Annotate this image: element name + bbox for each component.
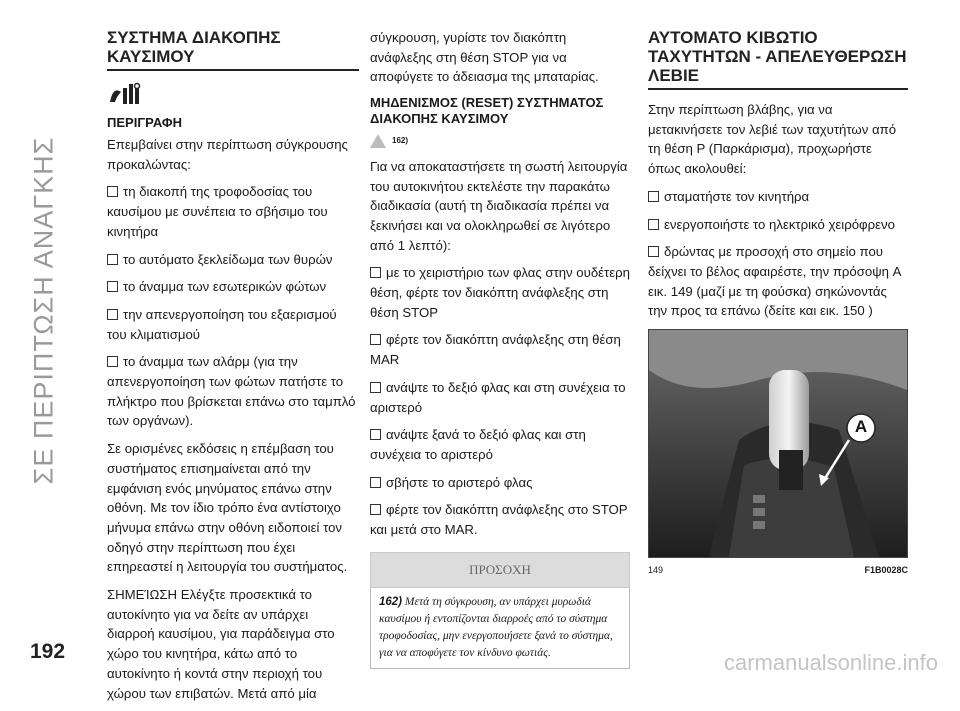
list-item: το άναμμα των αλάρμ (για την απενεργοποίηση των φώτων πατήστε το πλήκτρο που βρίσκεται επάνω στο ταμπλό των οργάνων).	[107, 354, 356, 429]
figure-caption	[648, 561, 908, 581]
caution-note	[370, 588, 630, 669]
checkbox-bullet-icon	[648, 191, 659, 202]
checkbox-bullet-icon	[370, 334, 381, 345]
chapter-side-title: ΣΕ ΠΕΡΙΠΤΩΣΗ ΑΝΑΓΚΗΣ	[28, 136, 59, 484]
fuel-cutoff-symbol-icon	[107, 81, 359, 109]
list-item: το άναμμα των εσωτερικών φώτων	[107, 277, 359, 297]
checkbox-bullet-icon	[370, 382, 381, 393]
section-heading: ΣΥΣΤΗΜΑ ΔΙΑΚΟΠΗΣ ΚΑΥΣΙΜΟΥ	[107, 28, 281, 66]
warning-triangle-icon	[370, 134, 386, 148]
note-ref: 162)	[379, 595, 403, 608]
subheading: ΠΕΡΙΓΡΑΦΗ	[107, 115, 182, 130]
figure-code: F1B0028C	[864, 565, 908, 576]
column-1	[107, 28, 359, 711]
body-paragraph: Σε ορισμένες εκδόσεις η επέμβαση του συστήματος επισημαίνεται από την εμφάνιση ενός μηνύματος επάνω στην οθόνη. Με τον ίδιο τρόπο ένα αντίστοιχο μήνυμα επάνω στην οθόνη ειδοποιεί τον οδηγό στην περίπτωση που έχει επηρεαστεί η λειτουργία του συστήματος.	[107, 441, 348, 575]
section-heading-rule	[107, 28, 359, 71]
intro-text: Στην περίπτωση βλάβης, για να μετακινήσετε τον λεβιέ των ταχυτήτων από τη θέση P (Παρκάρισμα), προχωρήστε όπως ακολουθεί:	[648, 102, 897, 177]
page-number: 192	[30, 640, 66, 663]
section-heading: ΜΗΔΕΝΙΣΜΟΣ (RESET) ΣΥΣΤΗΜΑΤΟΣ ΔΙΑΚΟΠΗΣ ΚΑΥΣΙΜΟΥ	[370, 95, 604, 127]
watermark: carmanualsonline.info	[723, 650, 938, 675]
gear-lever-photo	[648, 329, 908, 558]
checkbox-bullet-icon	[107, 356, 118, 367]
checkbox-bullet-icon	[107, 254, 118, 265]
list-item: σβήστε το αριστερό φλας	[370, 473, 630, 493]
list-item: δρώντας με προσοχή στο σημείο που δείχνει το βέλος αφαιρέστε, την πρόσοψη A εικ. 149 (μαζί με τη φούσκα) σηκώνοντάς την προς τα επάνω (δείτε και εικ. 150 )	[648, 244, 901, 319]
checkbox-bullet-icon	[648, 246, 659, 257]
column-2	[370, 28, 630, 669]
list-item: ανάψτε το δεξιό φλας και στη συνέχεια το αριστερό	[370, 379, 626, 415]
checkbox-bullet-icon	[107, 186, 118, 197]
figure-callout-label: A	[854, 417, 868, 437]
intro-text: Επεμβαίνει στην περίπτωση σύγκρουσης προκαλώντας:	[107, 137, 348, 172]
figure-number: 149	[648, 565, 664, 576]
checkbox-bullet-icon	[370, 429, 381, 440]
caution-header: ΠΡΟΣΟΧΗ	[370, 552, 630, 588]
list-item: φέρτε τον διακόπτη ανάφλεξης στο STOP και μετά στο MAR.	[370, 502, 628, 538]
list-item: τη διακοπή της τροφοδοσίας του καυσίμου με συνέπεια το σβήσιμο του κινητήρα	[107, 184, 328, 239]
list-item: με το χειριστήριο των φλας στην ουδέτερη θέση, φέρτε τον διακόπτη ανάφλεξης στη θέση STOP	[370, 265, 630, 320]
note-text: Μετά τη σύγκρουση, αν υπάρχει μυρωδιά καυσίμου ή εντοπίζονται διαρροές από το σύστημα τροφοδοσίας, μην ενεργοποιήσετε ξανά το σύστημα, για να αποφύγετε τον κίνδυνο φωτιάς.	[379, 595, 613, 659]
list-item: την απενεργοποίηση του εξαερισμού του κλιματισμού	[107, 306, 337, 342]
list-item: ανάψτε ξανά το δεξιό φλας και στη συνέχεια το αριστερό	[370, 427, 586, 462]
column-3	[648, 28, 908, 581]
section-heading: ΑΥΤΟΜΑΤΟ ΚΙΒΩΤΙΟ ΤΑΧΥΤΗΤΩΝ - ΑΠΕΛΕΥΘΕΡΩΣΗ ΛΕΒΙΕ	[648, 28, 907, 85]
section-heading-rule	[648, 28, 908, 90]
checkbox-bullet-icon	[107, 281, 118, 292]
list-item: φέρτε τον διακόπτη ανάφλεξης στη θέση MAR	[370, 332, 621, 368]
checkbox-bullet-icon	[370, 267, 381, 278]
list-item: ενεργοποιήστε το ηλεκτρικό χειρόφρενο	[648, 215, 908, 235]
body-paragraph: σύγκρουση, γυρίστε τον διακόπτη ανάφλεξης στη θέση STOP για να αποφύγετε το άδειασμα της μπαταρίας.	[370, 30, 599, 85]
list-item: το αυτόματο ξεκλείδωμα των θυρών	[107, 250, 359, 270]
list-item: σταματήστε τον κινητήρα	[648, 187, 908, 207]
checkbox-bullet-icon	[370, 504, 381, 515]
warning-reference: 162)	[370, 131, 630, 151]
checkbox-bullet-icon	[648, 219, 659, 230]
note-paragraph: ΣΗΜΕΊΩΣΗ Ελέγξτε προσεκτικά το αυτοκίνητο για να δείτε αν υπάρχει διαρροή καυσίμου, για παράδειγμα στο χώρο του κινητήρα, κάτω από το αυτοκίνητο ή κοντά στην περιοχή του χώρου των επιβατών. Μετά από μία	[107, 587, 335, 701]
intro-text: Για να αποκαταστήσετε τη σωστή λειτουργία του αυτοκινήτου εκτελέστε την παρακάτω διαδικασία (αυτή τη διαδικασία πρέπει να ξεκινήσει και να ολοκληρωθεί σε λιγότερο από 1 λεπτό):	[370, 158, 628, 253]
checkbox-bullet-icon	[107, 309, 118, 320]
checkbox-bullet-icon	[370, 477, 381, 488]
